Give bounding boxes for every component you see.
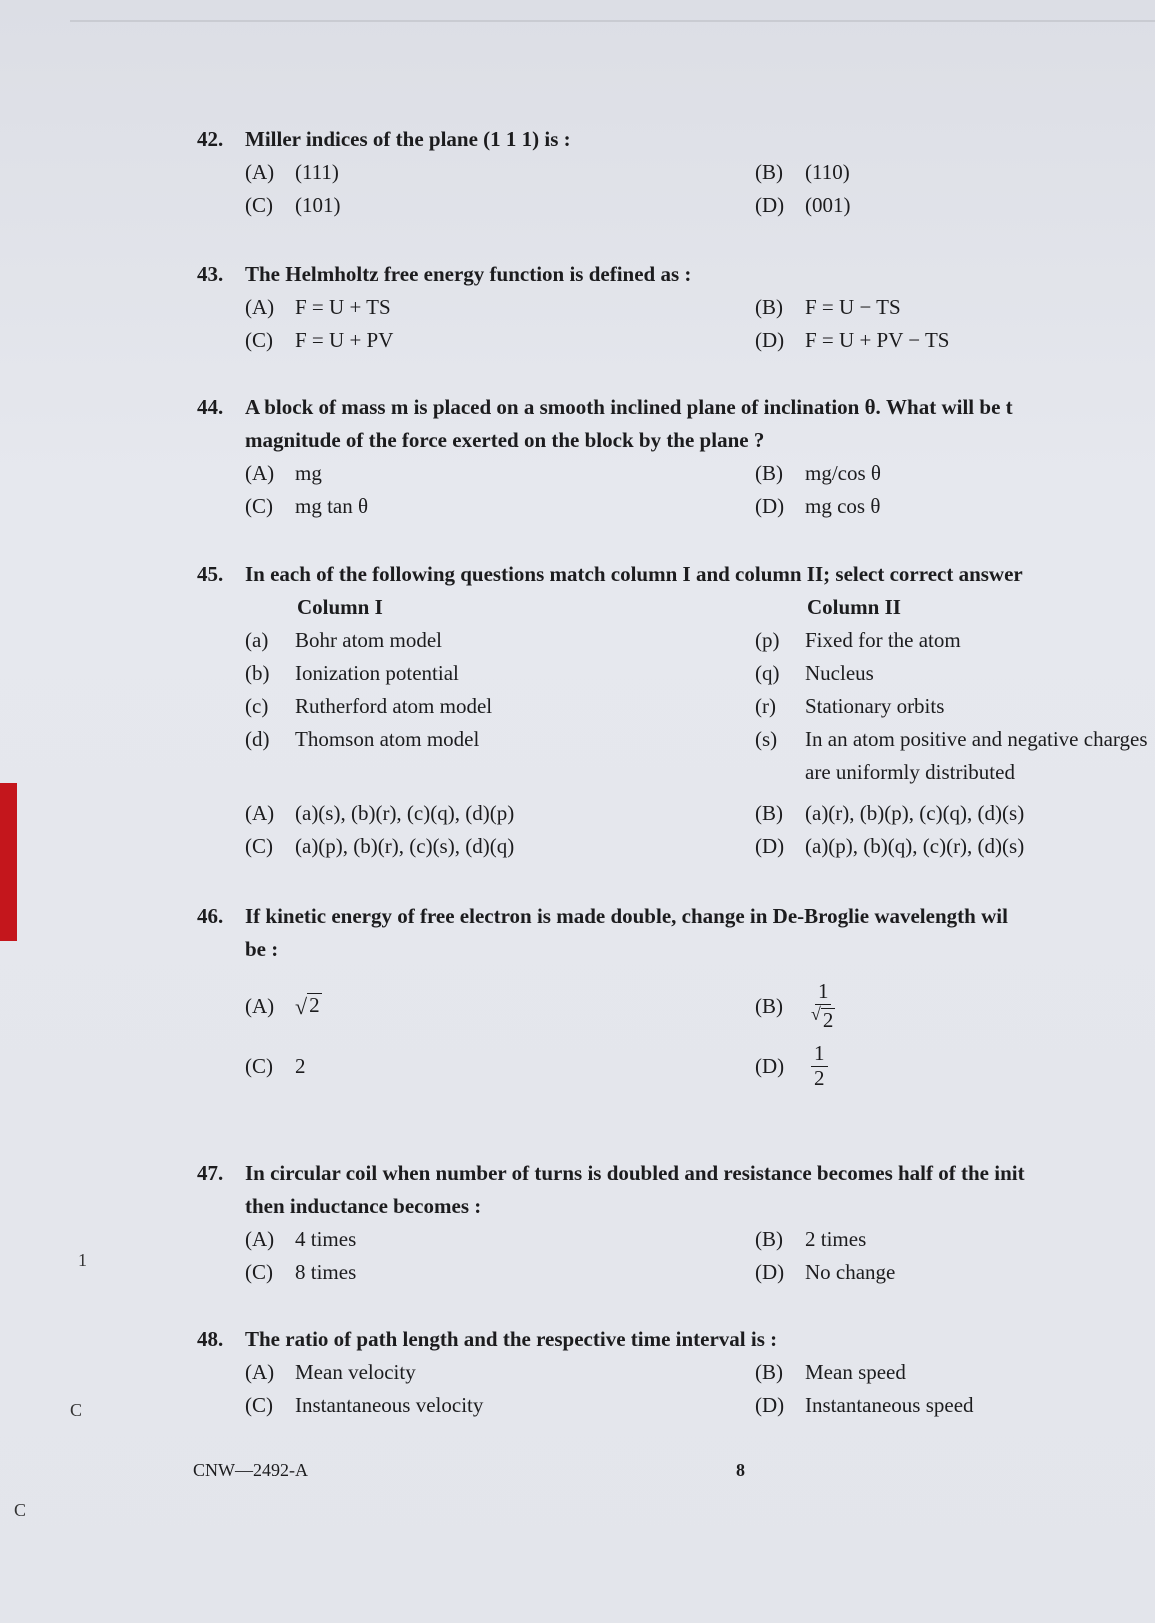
question-text: The Helmholtz free energy function is defined as : [245,262,692,286]
option-c: (C) 8 times [245,1260,357,1284]
match-left-d: (d) Thomson atom model [245,727,480,751]
options [197,797,1155,863]
margin-mark: C [14,1500,27,1520]
option-b: (B) 2 times [755,1227,867,1251]
question-42 [197,123,1155,222]
option-d: (D) $\frac{1}{2}$ [755,1036,1155,1096]
match-left-a: (a) Bohr atom model [245,628,442,652]
question-text-continued: be : [245,937,279,961]
question-text: The ratio of path length and the respective time interval is : [245,1327,778,1351]
question-number: 43. [197,262,224,286]
option-c: (C) mg tan θ [245,494,369,518]
option-a: (A) (111) [245,160,339,184]
option-d: (D) (a)(p), (b)(q), (c)(r), (d)(s) [755,834,1025,858]
options [197,156,1155,222]
fraction: $\frac{1}{2}$ [811,1042,828,1089]
option-a: (A) mg [245,461,322,485]
option-d: (D) mg cos θ [755,494,881,518]
option-a: (A) 4 times [245,1227,357,1251]
option-a: (A) (a)(s), (b)(r), (c)(q), (d)(p) [245,801,515,825]
page-edge-line [70,20,1155,22]
option-c: (C) (a)(p), (b)(r), (c)(s), (d)(q) [245,834,515,858]
match-left-c: (c) Rutherford atom model [245,694,493,718]
question-46 [197,900,1155,1096]
question-45 [197,558,1155,863]
question-text: If kinetic energy of free electron is made double, change in De-Broglie wavelength wil [245,904,1008,928]
question-44 [197,391,1155,523]
options [197,291,1155,357]
sqrt-expression: √ 2 [295,992,320,1019]
question-number: 46. [197,904,224,928]
margin-mark: C [70,1400,83,1420]
match-right-s: (s) In an atom positive and negative charges are uniformly distributed [755,727,1148,784]
option-d: (D) F = U + PV − TS [755,328,950,352]
option-b: (B) Mean speed [755,1360,906,1384]
options [197,457,1155,523]
match-left-b: (b) Ionization potential [245,661,459,685]
options [197,1223,1155,1289]
option-d: (D) Instantaneous speed [755,1393,974,1417]
option-b: (B) mg/cos θ [755,461,881,485]
options [197,1356,1155,1422]
column-1-header: Column I [297,595,383,619]
question-number: 48. [197,1327,224,1351]
option-d: (D) No change [755,1260,896,1284]
question-number: 45. [197,562,224,586]
option-c: (C) (101) [245,193,341,217]
match-table [197,624,1155,797]
question-number: 44. [197,395,224,419]
option-a: (A) F = U + TS [245,295,391,319]
options [197,976,1155,1096]
question-43 [197,258,1155,357]
column-2-header: Column II [807,595,901,619]
question-text: In circular coil when number of turns is doubled and resistance becomes half of the init [245,1161,1025,1185]
question-text: A block of mass m is placed on a smooth inclined plane of inclination θ. What will be t [245,395,1013,419]
question-text: In each of the following questions match column I and column II; select correct answer [245,562,1023,586]
option-c: (C) 2 [245,1053,306,1078]
red-binding-strip [0,783,17,941]
question-47 [197,1157,1155,1289]
question-text-continued: then inductance becomes : [245,1194,482,1218]
match-column-headers [197,591,1155,624]
fraction: 1 √ 2 [811,979,834,1032]
match-right-p: (p) Fixed for the atom [755,628,961,652]
option-b: (B) (a)(r), (b)(p), (c)(q), (d)(s) [755,801,1025,825]
question-text-continued: magnitude of the force exerted on the block by the plane ? [245,428,765,452]
option-c: (C) Instantaneous velocity [245,1393,484,1417]
option-d: (D) (001) [755,193,851,217]
question-48 [197,1323,1155,1422]
option-c: (C) F = U + PV [245,328,394,352]
match-right-q: (q) Nucleus [755,661,874,685]
option-b: (B) 1 √ 2 [755,979,834,1032]
paper-code: CNW—2492-A [193,1460,308,1480]
question-number: 47. [197,1161,224,1185]
margin-mark: 1 [78,1250,87,1270]
option-a: (A) √ 2 [245,976,755,1036]
match-right-r: (r) Stationary orbits [755,694,945,718]
option-b: (B) (110) [755,160,850,184]
option-a: (A) Mean velocity [245,1360,416,1384]
question-number: 42. [197,127,224,151]
page-number: 8 [736,1460,745,1480]
option-b: (B) F = U − TS [755,295,901,319]
question-text: Miller indices of the plane (1 1 1) is : [245,127,571,151]
